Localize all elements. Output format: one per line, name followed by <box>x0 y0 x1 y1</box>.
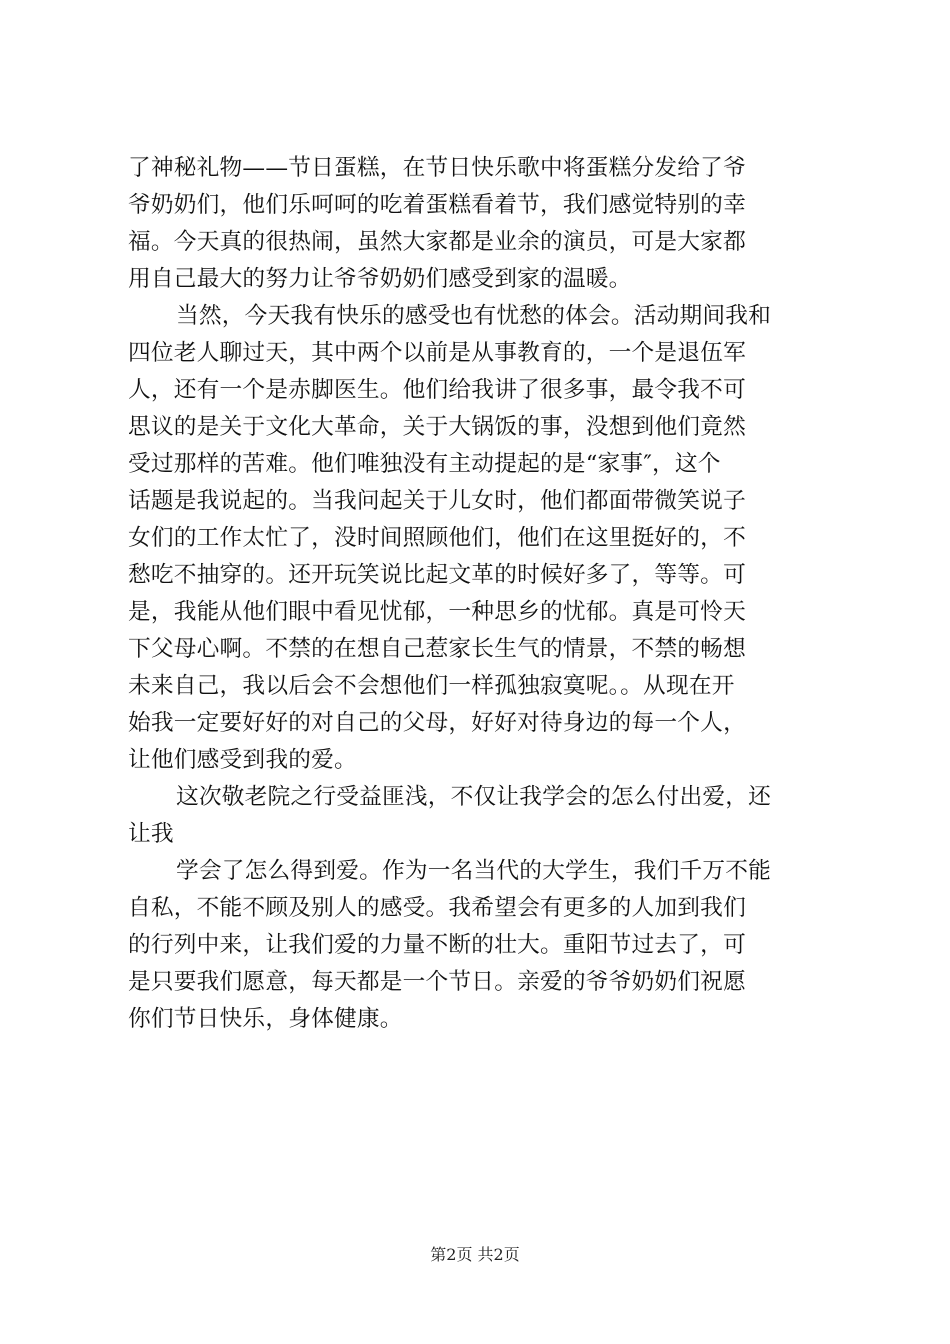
text-line: 你们节日快乐，身体健康。 <box>128 1006 403 1032</box>
text-line: 愁吃不抽穿的。还开玩笑说比起文革的时候好多了，等等。可 <box>128 562 746 588</box>
text-line: 四位老人聊过天，其中两个以前是从事教育的，一个是退伍军 <box>128 340 746 366</box>
text-line: 受过那样的苦难。他们唯独没有主动提起的是“家事″，这个 <box>128 451 721 477</box>
text-line: 让他们感受到我的爱。 <box>128 747 357 773</box>
text-line: 自私，不能不顾及别人的感受。我希望会有更多的人加到我们 <box>128 895 746 921</box>
text-line: 学会了怎么得到爱。作为一名当代的大学生，我们千万不能 <box>176 858 772 884</box>
text-line: 话题是我说起的。当我问起关于儿女时，他们都面带微笑说子 <box>128 488 746 514</box>
page-number-footer: 第2页 共2页 <box>430 1245 520 1264</box>
text-line: 当然，今天我有快乐的感受也有忧愁的体会。活动期间我和 <box>176 303 772 329</box>
text-line: 的行列中来，让我们爱的力量不断的壮大。重阳节过去了，可 <box>128 932 746 958</box>
document-body <box>128 150 832 1038</box>
text-line: 思议的是关于文化大革命，关于大锅饭的事，没想到他们竟然 <box>128 414 746 440</box>
text-line: 了神秘礼物——节日蛋糕，在节日快乐歌中将蛋糕分发给了爷 <box>128 155 746 181</box>
text-line: 让我 <box>128 821 174 847</box>
text-line: 福。今天真的很热闹，虽然大家都是业余的演员，可是大家都 <box>128 229 746 255</box>
text-line: 是只要我们愿意，每天都是一个节日。亲爱的爷爷奶奶们祝愿 <box>128 969 746 995</box>
text-line: 女们的工作太忙了，没时间照顾他们，他们在这里挺好的，不 <box>128 525 746 551</box>
text-line: 下父母心啊。不禁的在想自己惹家长生气的情景，不禁的畅想 <box>128 636 746 662</box>
text-line: 是，我能从他们眼中看见忧郁，一种思乡的忧郁。真是可怜天 <box>128 599 746 625</box>
text-line: 用自己最大的努力让爷爷奶奶们感受到家的温暖。 <box>128 266 632 292</box>
text-line: 未来自己，我以后会不会想他们一样孤独寂寞呢。。从现在开 <box>128 673 735 699</box>
text-line: 这次敬老院之行受益匪浅，不仅让我学会的怎么付出爱，还 <box>176 784 772 810</box>
text-line: 始我一定要好好的对自己的父母，好好对待身边的每一个人， <box>128 710 746 736</box>
text-line: 人，还有一个是赤脚医生。他们给我讲了很多事，最令我不可 <box>128 377 746 403</box>
text-line: 爷奶奶们，他们乐呵呵的吃着蛋糕看着节，我们感觉特别的幸 <box>128 192 746 218</box>
